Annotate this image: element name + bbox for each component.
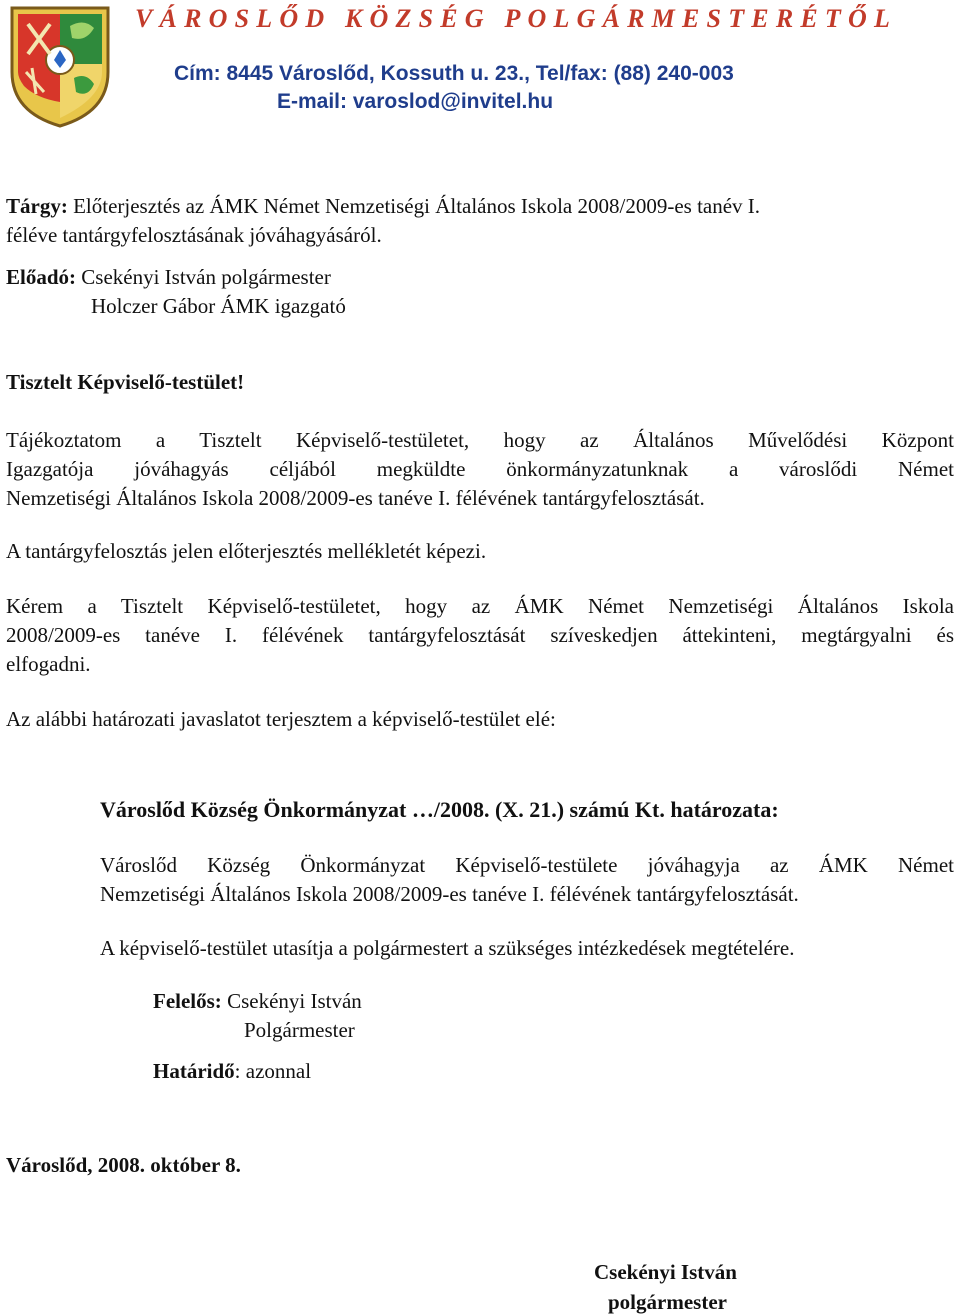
- subject-label: Tárgy:: [6, 194, 68, 218]
- salutation: Tisztelt Képviselő-testület!: [6, 370, 245, 394]
- paragraph-1-line-1: Tájékoztatom a Tisztelt Képviselő-testületet, hogy az Általános Művelődési Központ: [6, 428, 954, 452]
- deadline-value: : azonnal: [234, 1059, 312, 1083]
- resolution-body-line-2: Nemzetiségi Általános Iskola 2008/2009-es tanéve I. félévének tantárgyfelosztását.: [100, 882, 799, 906]
- date-line: Városlőd, 2008. október 8.: [6, 1153, 241, 1177]
- paragraph-2: A tantárgyfelosztás jelen előterjesztés mellékletét képezi.: [6, 539, 487, 563]
- signature-name: Csekényi István: [594, 1260, 737, 1284]
- signature-title: polgármester: [608, 1290, 727, 1314]
- subject-line-2: féléve tantárgyfelosztásának jóváhagyásáról.: [6, 223, 382, 247]
- deadline-line: [153, 1057, 311, 1085]
- paragraph-1-line-2: Igazgatója jóváhagyás céljából megküldte önkormányzatunknak a városlődi Német: [6, 457, 954, 481]
- presenter-label: Előadó:: [6, 265, 77, 289]
- subject-text: Előterjesztés az ÁMK Német Nemzetiségi Általános Iskola 2008/2009-es tanév I.: [73, 194, 761, 218]
- header-address: Cím: 8445 Városlőd, Kossuth u. 23., Tel/fax: (88) 240-003: [174, 62, 734, 85]
- paragraph-1-line-3: Nemzetiségi Általános Iskola 2008/2009-es tanéve I. félévének tantárgyfelosztását.: [6, 486, 705, 510]
- paragraph-3-line-1: Kérem a Tisztelt Képviselő-testületet, hogy az ÁMK Német Nemzetiségi Általános Iskola: [6, 594, 954, 618]
- presenter-name: Csekényi István polgármester: [81, 265, 331, 289]
- resolution-title: Városlőd Község Önkormányzat …/2008. (X. 21.) számú Kt. határozata:: [100, 797, 779, 822]
- resolution-instruction: A képviselő-testület utasítja a polgármestert a szükséges intézkedések megtételére.: [100, 936, 795, 960]
- responsible-role: Polgármester: [244, 1018, 355, 1042]
- paragraph-3-line-3: elfogadni.: [6, 652, 91, 676]
- document-header-title: VÁROSLŐD KÖZSÉG POLGÁRMESTERÉTŐL: [135, 4, 898, 33]
- presenter-line-1: [6, 263, 331, 291]
- presenter-line-2: Holczer Gábor ÁMK igazgató: [91, 294, 346, 318]
- paragraph-4: Az alábbi határozati javaslatot terjesztem a képviselő-testület elé:: [6, 707, 556, 731]
- responsible-line: [153, 987, 362, 1015]
- coat-of-arms-icon: [6, 2, 114, 130]
- responsible-name: Csekényi István: [227, 989, 362, 1013]
- deadline-label: Határidő: [153, 1059, 235, 1083]
- resolution-body-line-1: Városlőd Község Önkormányzat Képviselő-testülete jóváhagyja az ÁMK Német: [100, 853, 954, 877]
- responsible-label: Felelős:: [153, 989, 222, 1013]
- header-email: E-mail: varoslod@invitel.hu: [277, 90, 554, 113]
- paragraph-3-line-2: 2008/2009-es tanéve I. félévének tantárgyfelosztását szíveskedjen áttekinteni, megtárgyalni és: [6, 623, 954, 647]
- subject-line-1: [6, 192, 954, 220]
